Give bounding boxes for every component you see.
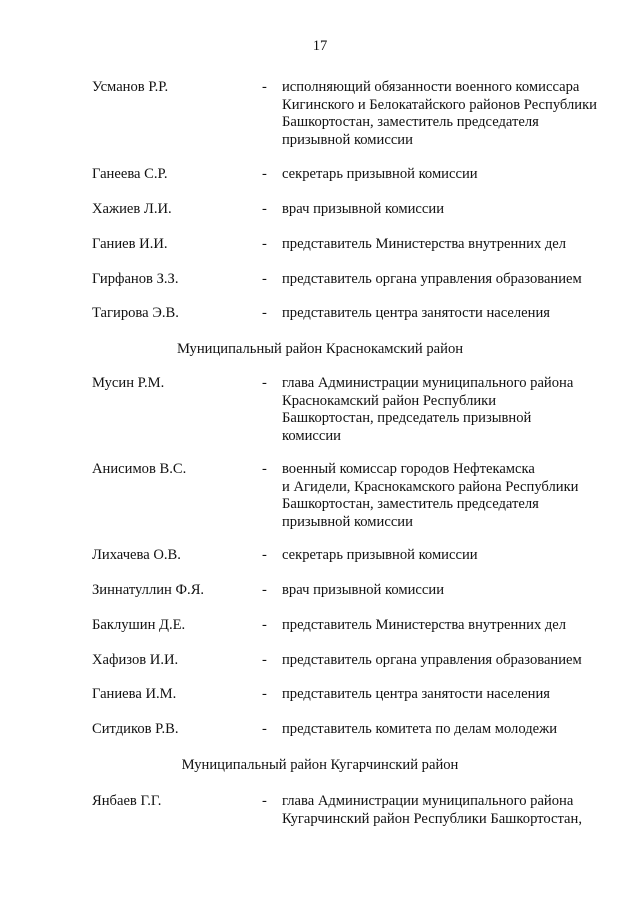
member-role-line: представитель органа управления образованием: [282, 271, 582, 287]
member-role-line: Кугарчинский район Республики Башкортостан,: [282, 810, 582, 827]
member-name: Усманов Р.Р.: [92, 79, 169, 95]
section-heading-kugarchinsky: Муниципальный район Кугарчинский район: [181, 757, 459, 773]
dash-separator: -: [262, 305, 267, 321]
member-role: [282, 201, 627, 219]
member-name: Гирфанов З.З.: [92, 271, 179, 287]
member-role-line: Краснокамский район Республики: [282, 392, 497, 409]
member-role-line: Башкортостан, заместитель председателя: [282, 114, 539, 131]
member-name: Ситдиков Р.В.: [92, 721, 179, 737]
member-role: [282, 375, 627, 445]
member-role: [282, 582, 627, 600]
member-role: [282, 461, 627, 531]
dash-separator: -: [262, 79, 267, 95]
member-role-line: секретарь призывной комиссии: [282, 166, 478, 182]
member-role-line: Башкортостан, председатель призывной: [282, 410, 532, 427]
section-heading-krasnokamsky: Муниципальный район Краснокамский район: [176, 341, 464, 357]
member-name: Лихачева О.В.: [92, 547, 181, 563]
dash-separator: -: [262, 721, 267, 737]
member-name: Ганиева И.М.: [92, 686, 177, 702]
dash-separator: -: [262, 236, 267, 252]
member-role-line: представитель центра занятости населения: [282, 305, 550, 321]
member-role-line: комиссии: [282, 427, 341, 444]
member-role-line: глава Администрации муниципального района: [282, 793, 574, 809]
member-role-line: представитель центра занятости населения: [282, 686, 550, 702]
member-name: Мусин Р.М.: [92, 375, 165, 391]
member-role-line: глава Администрации муниципального района: [282, 375, 574, 391]
member-role-line: секретарь призывной комиссии: [282, 547, 478, 563]
member-name: Ганиев И.И.: [92, 236, 168, 252]
member-role-line: представитель органа управления образованием: [282, 652, 582, 668]
member-role-line: представитель комитета по делам молодежи: [282, 721, 558, 737]
page-number: 17: [312, 38, 328, 54]
member-role-line: представитель Министерства внутренних дел: [282, 617, 567, 633]
member-role-line: представитель Министерства внутренних дел: [282, 236, 567, 252]
member-role: [282, 271, 627, 289]
dash-separator: -: [262, 461, 267, 477]
member-name: Тагирова Э.В.: [92, 305, 179, 321]
dash-separator: -: [262, 617, 267, 633]
member-role-line: призывной комиссии: [282, 513, 413, 530]
member-role: [282, 617, 627, 635]
dash-separator: -: [262, 582, 267, 598]
member-role: [282, 547, 627, 565]
member-role: [282, 686, 627, 704]
dash-separator: -: [262, 686, 267, 702]
member-role-line: и Агидели, Краснокамского района Республики: [282, 478, 579, 495]
member-role: [282, 166, 627, 184]
member-role-line: исполняющий обязанности военного комиссара: [282, 79, 580, 95]
dash-separator: -: [262, 652, 267, 668]
dash-separator: -: [262, 166, 267, 182]
member-name: Баклушин Д.Е.: [92, 617, 186, 633]
member-name: Ганеева С.Р.: [92, 166, 168, 182]
member-name: Хажиев Л.И.: [92, 201, 172, 217]
member-role-line: Кигинского и Белокатайского районов Республики: [282, 96, 597, 113]
member-role-line: военный комиссар городов Нефтекамска: [282, 461, 535, 477]
dash-separator: -: [262, 201, 267, 217]
member-name: Зиннатуллин Ф.Я.: [92, 582, 205, 598]
dash-separator: -: [262, 271, 267, 287]
member-name: Хафизов И.И.: [92, 652, 179, 668]
member-role-line: врач призывной комиссии: [282, 582, 444, 598]
member-role: [282, 305, 627, 323]
dash-separator: -: [262, 793, 267, 809]
dash-separator: -: [262, 375, 267, 391]
member-role-line: Башкортостан, заместитель председателя: [282, 496, 539, 513]
member-name: Анисимов В.С.: [92, 461, 187, 477]
dash-separator: -: [262, 547, 267, 563]
member-role: [282, 236, 627, 254]
member-role-line: врач призывной комиссии: [282, 201, 444, 217]
member-role: [282, 793, 627, 828]
member-role: [282, 721, 627, 739]
member-name: Янбаев Г.Г.: [92, 793, 162, 809]
member-role: [282, 652, 627, 670]
member-role-line: призывной комиссии: [282, 131, 413, 148]
member-role: [282, 79, 627, 149]
